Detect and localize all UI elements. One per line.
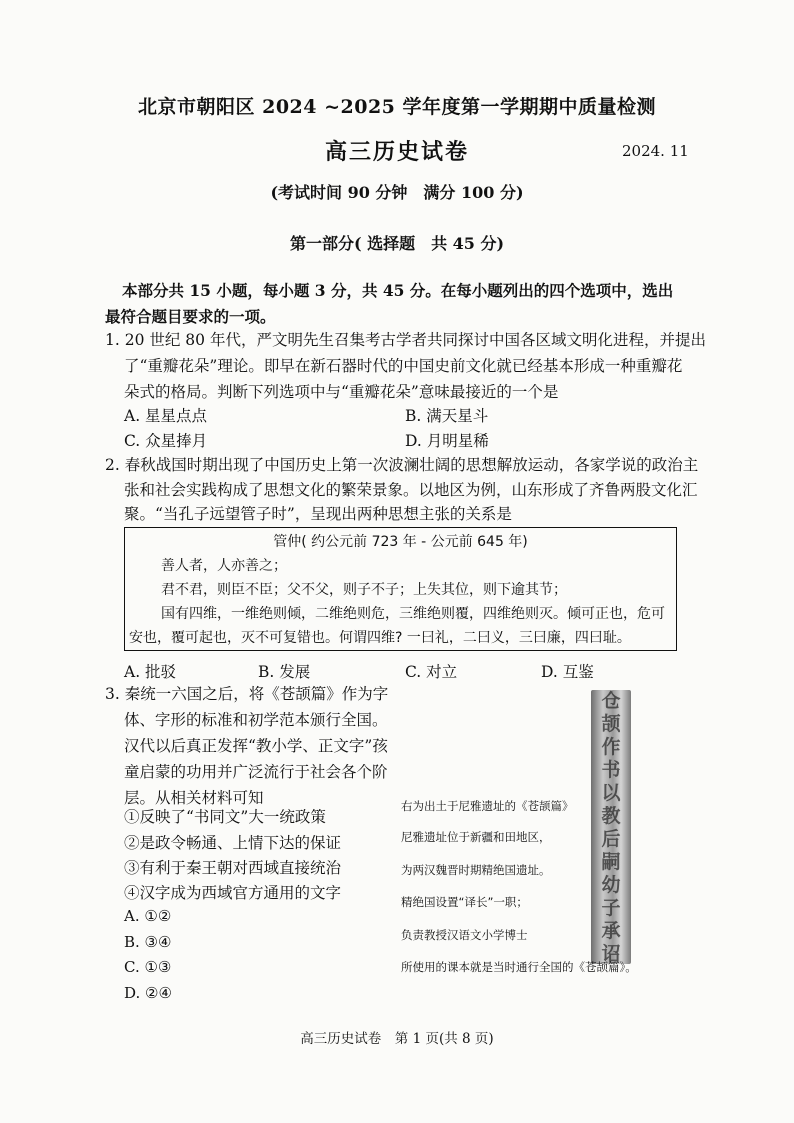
exam-title: 北京市朝阳区 2024 ~2025 学年度第一学期期中质量检测 [137, 96, 657, 118]
q3-stem-line3: 汉代以后真正发挥“教小学、正文字”孩 [124, 737, 388, 755]
q3-option-c[interactable]: C. ①③ [124, 958, 172, 976]
q1-stem-line1: 1. 20 世纪 80 年代，严文明先生召集考古学者共同探讨中国各区域文明化进程，并提出 [105, 331, 706, 349]
q2-option-b[interactable]: B. 发展 [258, 663, 311, 681]
q3-statement-1: ①反映了“书同文”大一统政策 [124, 808, 326, 826]
q3-option-d[interactable]: D. ②④ [124, 984, 172, 1002]
q2-quote-box [124, 527, 677, 651]
section-intro: 本部分共 15 小题，每小题 3 分，共 45 分。在每小题列出的四个选项中，选出最符合题目要求的一项。 [105, 281, 674, 326]
q2-option-c[interactable]: C. 对立 [405, 663, 458, 681]
caption-line3: 为两汉魏晋时期精绝国遗址。 [401, 863, 551, 877]
quote-box-title: 管仲( 约公元前 723 年 - 公元前 645 年) [273, 534, 528, 550]
q1-stem-line3: 朵式的格局。判断下列选项中与“重瓣花朵”意味最接近的一个是 [124, 383, 559, 401]
q3-option-b[interactable]: B. ③④ [124, 933, 172, 951]
quote-line: 安也，覆可起也，灭不可复错也。何谓四维? 一曰礼，二曰义，三曰廉，四曰耻。 [129, 630, 631, 646]
caption-line1: 右为出土于尼雅遗址的《苍颉篇》 [401, 799, 574, 813]
exam-info: (考试时间 90 分钟 满分 100 分) [270, 183, 524, 202]
q3-statement-2: ②是政令畅通、上情下达的保证 [124, 834, 342, 852]
q1-option-b[interactable]: B. 满天星斗 [405, 407, 489, 425]
q3-statement-4: ④汉字成为西域官方通用的文字 [124, 884, 342, 902]
quote-line: 君不君，则臣不臣；父不父，则子不子；上失其位，则下逾其节； [161, 582, 567, 598]
q3-stem-line1: 3. 秦统一六国之后，将《苍颉篇》作为字 [105, 685, 389, 703]
exam-date: 2024. 11 [622, 142, 689, 160]
q3-stem-line4: 童启蒙的功用并广泛流行于社会各个阶 [124, 763, 388, 781]
q1-option-a[interactable]: A. 星星点点 [124, 407, 208, 425]
bamboo-slip-image: 仓 颉 作 书 以 教 后 嗣 幼 子 承 诏 [591, 690, 631, 964]
caption-line2: 尼雅遗址位于新疆和田地区， [401, 830, 551, 844]
q2-stem-line1: 2. 春秋战国时期出现了中国历史上第一次波澜壮阔的思想解放运动，各家学说的政治主 [105, 456, 699, 474]
q1-option-c[interactable]: C. 众星捧月 [124, 432, 208, 450]
subject-title: 高三历史试卷 [324, 139, 469, 165]
caption-line4: 精绝国设置“译长”一职； [401, 895, 528, 909]
caption-line5: 负责教授汉语文小学博士 [401, 928, 528, 942]
q1-stem-line2: 了“重瓣花朵”理论。即早在新石器时代的中国史前文化就已经基本形成一种重瓣花 [124, 357, 683, 375]
q2-option-a[interactable]: A. 批驳 [124, 663, 177, 681]
q3-stem-line2: 体、字形的标准和初学范本颁行全国。 [124, 711, 388, 729]
page-footer: 高三历史试卷 第 1 页(共 8 页) [300, 1031, 494, 1047]
section-title: 第一部分( 选择题 共 45 分) [289, 234, 505, 253]
q2-stem-line3: 聚。“当孔子远望管子时”，呈现出两种思想主张的关系是 [124, 505, 512, 523]
caption-line6: 所使用的课本就是当时通行全国的《苍颉篇》。 [401, 960, 637, 974]
q3-statement-3: ③有利于秦王朝对西域直接统治 [124, 859, 342, 877]
q2-option-d[interactable]: D. 互鉴 [541, 663, 594, 681]
q1-option-d[interactable]: D. 月明星稀 [405, 432, 489, 450]
quote-line: 善人者，人亦善之； [161, 558, 287, 574]
q3-option-a[interactable]: A. ①② [124, 907, 172, 925]
quote-line: 国有四维，一维绝则倾，二维绝则危，三维绝则覆，四维绝则灭。倾可正也，危可 [161, 606, 665, 622]
q3-stem-line5: 层。从相关材料可知 [124, 789, 264, 807]
q2-stem-line2: 张和社会实践构成了思想文化的繁荣景象。以地区为例，山东形成了齐鲁两股文化汇 [124, 481, 698, 499]
